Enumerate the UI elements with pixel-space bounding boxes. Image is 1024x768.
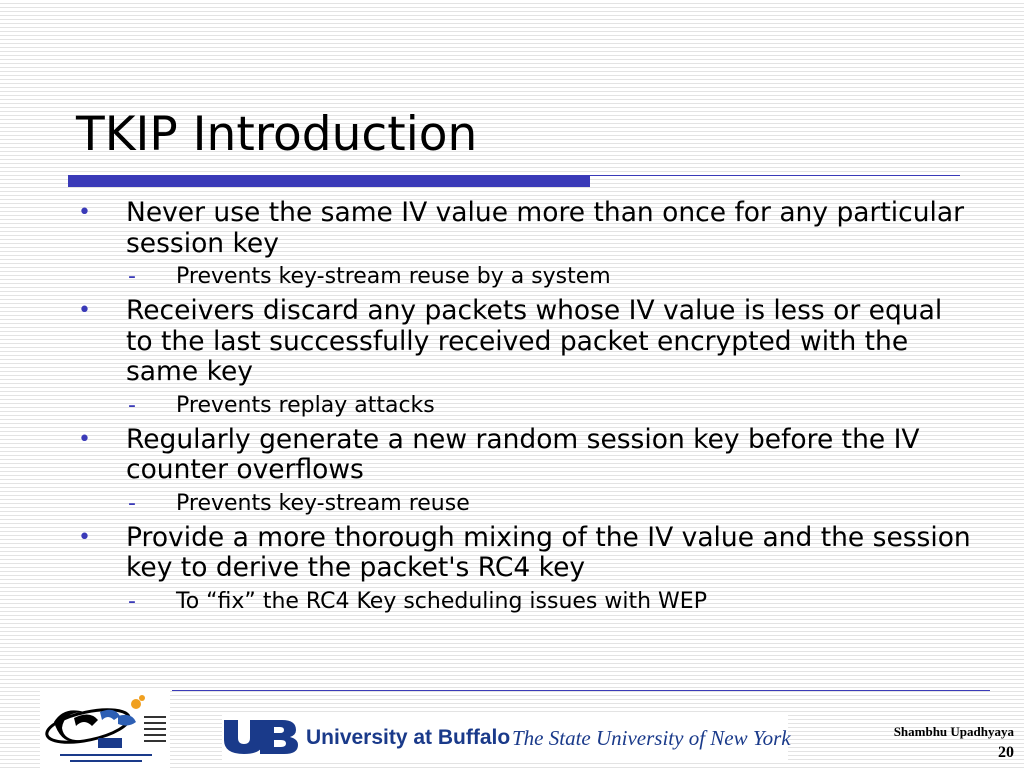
bullet-text: Regularly generate a new random session key before the IV counter overflows (126, 423, 920, 485)
bullet-item (74, 425, 974, 519)
sub-bullet-text: Prevents key-stream reuse (176, 490, 470, 516)
ub-logo-icon (222, 714, 791, 760)
title-underline-thick (68, 175, 590, 187)
ub-tagline: The State University of New York (512, 726, 791, 750)
sub-bullet-text: To “fix” the RC4 Key scheduling issues with WEP (176, 588, 707, 614)
bullet-text: Receivers discard any packets whose IV value is less or equal to the last successfully received packet encrypted with the same key (126, 295, 943, 387)
title-underline-thin (590, 175, 960, 176)
bullet-marker: • (78, 524, 91, 550)
sub-bullet-marker: - (128, 264, 136, 289)
title-underline (68, 175, 960, 189)
sub-bullet-item (74, 262, 974, 292)
slide-title: TKIP Introduction (76, 107, 478, 162)
ub-monogram-icon (222, 716, 302, 756)
cesr-logo-icon (40, 688, 170, 768)
sub-bullet-marker: - (128, 490, 136, 516)
bullet-item (74, 296, 974, 421)
sub-bullet-text: Prevents replay attacks (176, 392, 435, 418)
bullet-marker: • (78, 298, 91, 323)
bullet-item (74, 523, 974, 617)
bullet-item (74, 198, 974, 292)
bullet-text: Never use the same IV value more than once for any particular session key (126, 197, 965, 259)
author-name: Shambhu Upadhyaya (893, 724, 1014, 739)
bullet-marker: • (78, 426, 91, 452)
sub-bullet-text: Prevents key-stream reuse by a system (176, 264, 611, 289)
bullet-text: Provide a more thorough mixing of the IV value and the session key to derive the packet's RC4 key (126, 521, 971, 583)
ub-wordmark: University at Buffalo (306, 726, 511, 749)
bullet-marker: • (78, 200, 91, 225)
sub-bullet-marker: - (128, 588, 136, 614)
page-number: 20 (998, 744, 1014, 761)
sub-bullet-item (74, 391, 974, 421)
sub-bullet-item (74, 587, 974, 617)
sub-bullet-marker: - (128, 392, 136, 418)
bullet-list (74, 198, 974, 621)
cesr-logo-graphic (40, 688, 170, 768)
footer-divider (172, 690, 990, 691)
sub-bullet-item (74, 489, 974, 519)
